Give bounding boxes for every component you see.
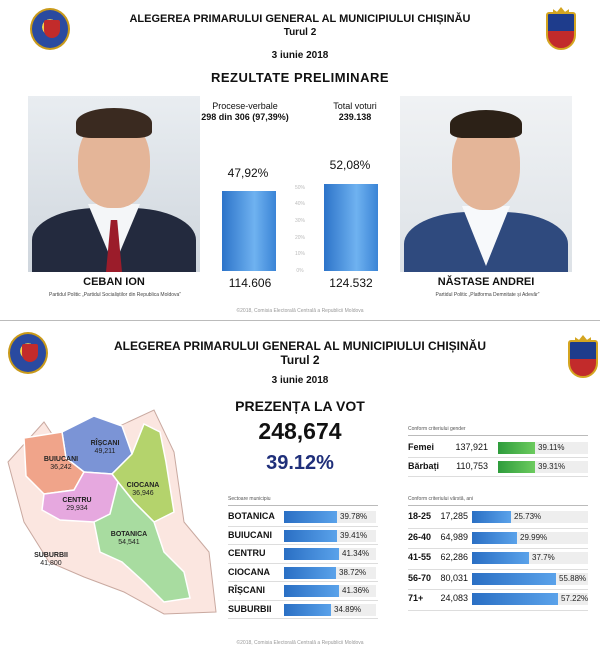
gender-header: Conform criteriului gender	[408, 426, 466, 432]
row-percent: 39.41%	[340, 530, 368, 540]
y-tick-label: 50%	[294, 185, 305, 191]
row-percent: 29.99%	[520, 532, 548, 542]
bottom-title: ALEGEREA PRIMARULUI GENERAL AL MUNICIPIULUI CHIȘINĂU	[113, 339, 486, 353]
row-percent: 39.78%	[340, 512, 368, 521]
candidate-1-party: Partidul Politic „Partidul Socialiștilor din Republica Moldova”	[48, 292, 181, 298]
row-bar-fill	[472, 593, 558, 605]
row-separator	[408, 589, 588, 590]
row-separator	[408, 569, 588, 570]
gender-header-line	[408, 435, 588, 436]
row-bar-fill	[284, 585, 339, 597]
row-bar-fill	[472, 573, 556, 585]
age-header-line	[408, 505, 588, 506]
row-separator	[228, 526, 378, 527]
chisinau-sectors-map	[4, 402, 226, 622]
row-percent: 25.73%	[514, 512, 542, 521]
turnout-count: 248,674	[258, 418, 342, 444]
y-tick-label: 30%	[294, 218, 305, 224]
protocols-value: 298 din 306 (97,39%)	[201, 112, 289, 122]
map-label-riscani: RÎȘCANI 49,211	[90, 440, 120, 456]
row-separator	[228, 563, 378, 564]
row-separator	[408, 476, 588, 477]
moldova-cec-emblem-icon-2	[8, 332, 48, 374]
candidate-portrait-ceban	[28, 96, 200, 272]
row-separator	[228, 581, 378, 582]
y-tick-label: 10%	[294, 251, 305, 257]
row-label: Femei	[408, 442, 435, 452]
row-bar-fill	[284, 604, 331, 616]
y-tick-label: 20%	[294, 235, 305, 241]
map-label-botanica: BOTANICA 54,541	[110, 531, 148, 547]
row-bar-fill	[284, 511, 337, 523]
row-bar-fill	[284, 567, 336, 579]
map-label-centru: CENTRU 29,934	[62, 497, 92, 513]
row-percent: 41.36%	[342, 586, 370, 595]
row-bar-fill	[472, 511, 511, 523]
row-count: 80,031	[440, 572, 468, 583]
bottom-copyright: ©2018, Comisia Electorală Centrală a Republicii Moldova	[236, 640, 364, 646]
row-percent: 39.31%	[538, 462, 566, 471]
chart-bar-nastase	[324, 184, 378, 271]
y-tick-label: 0%	[296, 268, 304, 274]
candidate-1-votes: 114.606	[228, 276, 272, 290]
top-title: ALEGEREA PRIMARULUI GENERAL AL MUNICIPIULUI CHIȘINĂU	[129, 13, 471, 25]
y-tick-label: 40%	[294, 201, 305, 207]
row-label: BUIUCANI	[228, 529, 272, 540]
total-votes-label: Total voturi	[333, 101, 377, 111]
row-separator	[228, 544, 378, 545]
row-count: 110,753	[456, 461, 488, 471]
candidate-portrait-nastase	[400, 96, 572, 272]
row-separator	[228, 600, 378, 601]
sectors-header-line	[228, 505, 378, 506]
top-round: Turul 2	[283, 27, 317, 38]
row-percent: 37.7%	[532, 553, 555, 562]
row-bar-fill	[284, 530, 337, 542]
row-label: CIOCANA	[228, 566, 270, 577]
bottom-date: 3 iunie 2018	[271, 375, 329, 386]
row-label: 26-40	[408, 531, 432, 542]
row-label: CENTRU	[228, 548, 266, 558]
row-label: Bărbați	[408, 461, 440, 471]
row-label: SUBURBII	[228, 603, 272, 614]
top-copyright: ©2018, Comisia Electorală Centrală a Republicii Moldova	[236, 308, 364, 314]
row-bar-fill	[472, 552, 529, 564]
row-count: 24,083	[440, 593, 468, 603]
chisinau-coat-of-arms-icon	[546, 12, 576, 50]
row-count: 137,921	[455, 442, 488, 452]
turnout-percent: 39.12%	[266, 452, 334, 474]
candidate-1-name: CEBAN ION	[83, 276, 145, 288]
total-votes-value: 239.138	[338, 112, 372, 122]
row-label: 41-55	[408, 552, 432, 562]
bottom-round: Turul 2	[280, 353, 320, 367]
moldova-cec-emblem-icon	[30, 8, 70, 50]
row-bar-fill	[284, 548, 339, 560]
row-separator	[408, 610, 588, 611]
candidate-2-votes: 124.532	[329, 276, 373, 290]
top-subtitle: REZULTATE PRELIMINARE	[210, 70, 390, 85]
row-separator	[408, 457, 588, 458]
row-count: 17,285	[440, 511, 468, 521]
row-bar-fill	[498, 461, 535, 473]
candidate-2-name: NĂSTASE ANDREI	[437, 276, 535, 288]
candidate-1-percent: 47,92%	[227, 166, 269, 180]
row-label: 18-25	[408, 511, 432, 521]
row-label: RÎȘCANI	[228, 585, 266, 595]
row-percent: 34.89%	[334, 604, 362, 614]
map-label-suburbii: SUBURBII 41,800	[34, 552, 68, 568]
candidate-2-party: Partidul Politic „Platforma Demnitate și Adevăr”	[435, 292, 540, 298]
panel-divider	[0, 320, 600, 321]
chisinau-coat-of-arms-icon-2	[568, 340, 598, 378]
candidate-2-percent: 52,08%	[329, 158, 371, 172]
age-header: Conform criteriului vârstă, ani	[408, 496, 474, 502]
map-label-buiucani: BUIUCANI 36,242	[43, 456, 79, 472]
turnout-title: PREZENȚA LA VOT	[235, 398, 365, 414]
row-percent: 38.72%	[339, 567, 367, 577]
row-label: 56-70	[408, 572, 432, 583]
row-count: 64,989	[440, 531, 468, 542]
row-label: BOTANICA	[228, 511, 275, 521]
top-date: 3 iunie 2018	[271, 50, 329, 61]
row-percent: 39.11%	[538, 443, 565, 452]
sectors-header: Sectoare municipiu	[228, 496, 271, 502]
row-label: 71+	[408, 593, 424, 603]
row-percent: 57.22%	[561, 594, 589, 603]
row-percent: 55.88%	[559, 573, 587, 583]
row-count: 62,286	[440, 552, 468, 562]
map-label-ciocana: CIOCANA 36,946	[126, 482, 160, 498]
row-separator	[228, 618, 378, 619]
chart-bar-ceban	[222, 191, 276, 271]
row-bar-fill	[472, 532, 517, 544]
row-separator	[408, 528, 588, 529]
row-separator	[408, 548, 588, 549]
row-percent: 41.34%	[342, 549, 370, 558]
row-bar-fill	[498, 442, 535, 454]
protocols-label: Procese-verbale	[212, 101, 278, 111]
